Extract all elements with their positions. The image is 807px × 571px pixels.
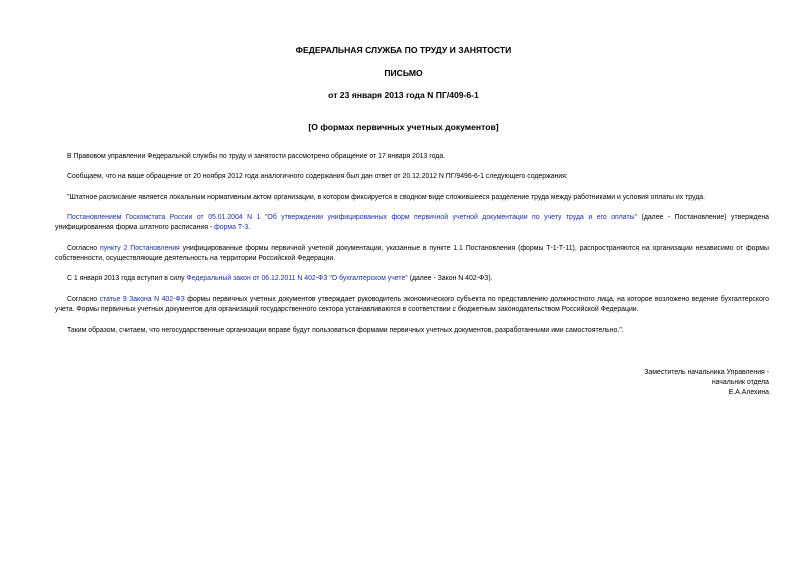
paragraph-6: [55, 274, 769, 284]
signature-name: Е.А.Алехина: [728, 389, 769, 396]
article-9-link[interactable]: статье 9 Закона N 402-ФЗ: [99, 296, 185, 303]
paragraph-3: [55, 193, 769, 203]
paragraph-7-text: формы первичных учетных документов утверждает руководитель экономического субъекта по представлению должностного лица, на которое возложено ведение бухгалтерского учета. Формы первичных учетных документов для организаций государственного сектора устанавливаются в соответствии с бюджетным законодательством Российской Федерации.: [55, 296, 769, 313]
paragraph-6-text: (далее - Закон N 402-ФЗ).: [407, 275, 493, 282]
paragraph-6-text-start: С 1 января 2013 года вступил в силу: [67, 275, 187, 282]
paragraph-4: [55, 213, 769, 233]
document-type: ПИСЬМО: [384, 68, 423, 78]
paragraph-3-text: "Штатное расписание является локальным нормативным актом организации, в котором фиксируется в сводном виде сложившееся разделение труда между работниками и условия оплаты их труда.: [67, 194, 706, 201]
paragraph-7: [55, 295, 769, 315]
signature-block: [469, 368, 769, 398]
resolution-link[interactable]: Постановлением Госкомстата России от 05.01.2004 N 1 "Об утверждении унифицированных форм первичной учетной документации по учету труда и его оплаты": [67, 214, 638, 221]
paragraph-1: [55, 152, 769, 162]
paragraph-5: [55, 244, 769, 264]
paragraph-8: [55, 326, 769, 336]
agency-title: ФЕДЕРАЛЬНАЯ СЛУЖБА ПО ТРУДУ И ЗАНЯТОСТИ: [295, 45, 512, 55]
document-date-number: от 23 января 2013 года N ПГ/409-6-1: [328, 90, 479, 100]
paragraph-2: [55, 172, 769, 182]
form-t3-link[interactable]: форма Т-3: [214, 224, 249, 231]
paragraph-4-end: .: [248, 224, 251, 231]
paragraph-8-text: Таким образом, считаем, что негосударственные организации вправе будут пользоваться формами первичных учетных документов, разработанными ими самостоятельно.".: [67, 327, 624, 334]
paragraph-7-text-start: Согласно: [67, 296, 100, 303]
paragraph-5-text-start: Согласно: [67, 245, 100, 252]
paragraph-2-text: Сообщаем, что на ваше обращение от 20 ноября 2012 года аналогичного содержания был дан ответ от 20.12.2012 N ПГ/9496-6-1 следующего содержания:: [67, 173, 568, 180]
federal-law-link[interactable]: Федеральный закон от 06.12.2011 N 402-ФЗ "О бухгалтерском учете": [186, 275, 408, 282]
paragraph-4-text: (далее - Постановление) утверждена унифицированная форма штатного расписания -: [55, 214, 769, 231]
signature-position-2: начальник отдела: [711, 379, 769, 386]
document-subject: [О формах первичных учетных документов]: [308, 122, 499, 132]
paragraph-1-text: В Правовом управлении Федеральной службы по труду и занятости рассмотрено обращение от 17 января 2013 года.: [67, 153, 446, 160]
signature-position-1: Заместитель начальника Управления -: [644, 369, 769, 376]
resolution-clause-2-link[interactable]: пункту 2 Постановления: [99, 245, 180, 252]
paragraph-5-text: унифицированные формы первичной учетной документации, указанные в пункте 1.1 Постановления (формы Т-1-Т-11), распространяются на организации независимо от формы собственности, осуществляющие деятельность на территории Российской Федерации.: [55, 245, 769, 262]
